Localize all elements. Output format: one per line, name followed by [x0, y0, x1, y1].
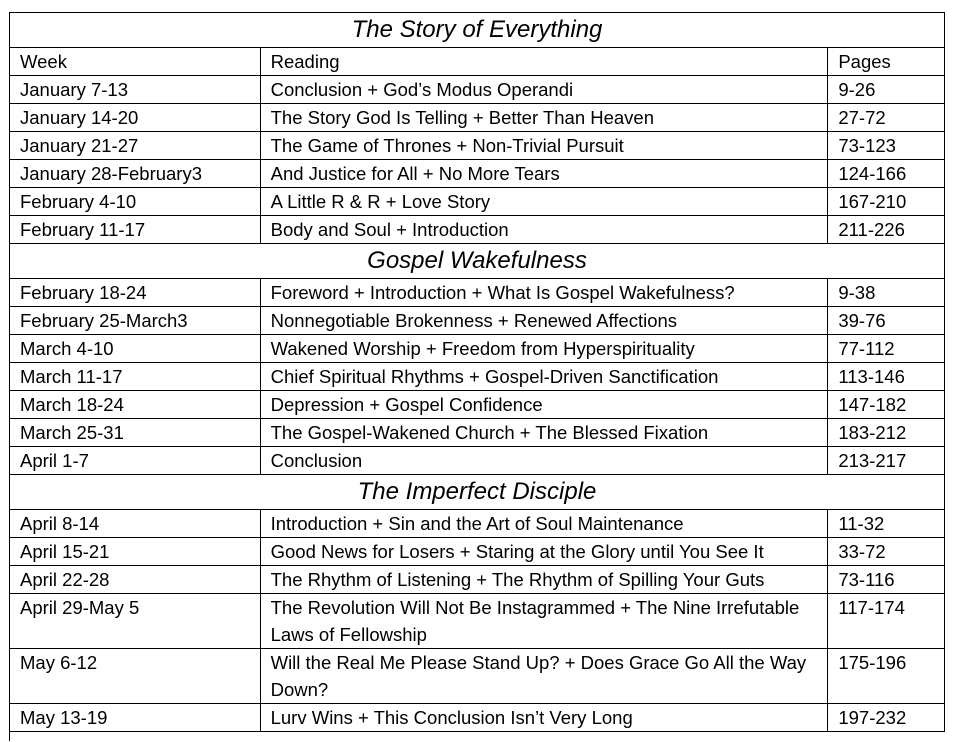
week-cell: May 13-19: [10, 704, 261, 732]
section-title-row: [10, 13, 945, 48]
week-cell: April 29-May 5: [10, 594, 261, 649]
reading-header: Reading: [260, 48, 828, 76]
pages-header: Pages: [828, 48, 945, 76]
section-title: The Imperfect Disciple: [10, 475, 945, 510]
reading-cell: The Story God Is Telling + Better Than Heaven: [260, 104, 828, 132]
pages-cell: 175-196: [828, 649, 945, 704]
week-cell: March 4-10: [10, 335, 261, 363]
reading-cell: Good News for Losers + Staring at the Glory until You See It: [260, 538, 828, 566]
section-title: The Story of Everything: [10, 13, 945, 48]
table-row: [10, 160, 945, 188]
table-row: [10, 279, 945, 307]
reading-cell: Conclusion + God’s Modus Operandi: [260, 76, 828, 104]
reading-cell: The Gospel-Wakened Church + The Blessed Fixation: [260, 419, 828, 447]
week-cell: February 18-24: [10, 279, 261, 307]
pages-cell: 9-38: [828, 279, 945, 307]
pages-cell: 39-76: [828, 307, 945, 335]
table-row: [10, 447, 945, 475]
pages-cell: 124-166: [828, 160, 945, 188]
table-row: [10, 704, 945, 732]
table-row: [10, 391, 945, 419]
week-cell: February 11-17: [10, 216, 261, 244]
week-cell: April 15-21: [10, 538, 261, 566]
reading-cell: Wakened Worship + Freedom from Hyperspirituality: [260, 335, 828, 363]
table-row: [10, 132, 945, 160]
pages-cell: 197-232: [828, 704, 945, 732]
table-row: [10, 538, 945, 566]
week-header: Week: [10, 48, 261, 76]
reading-cell: Introduction + Sin and the Art of Soul Maintenance: [260, 510, 828, 538]
week-cell: March 25-31: [10, 419, 261, 447]
week-cell: February 25-March3: [10, 307, 261, 335]
reading-cell: Nonnegotiable Brokenness + Renewed Affections: [260, 307, 828, 335]
pages-cell: 113-146: [828, 363, 945, 391]
table-row: [10, 649, 945, 704]
table-row: [10, 363, 945, 391]
table-row: [10, 566, 945, 594]
pages-cell: 211-226: [828, 216, 945, 244]
column-header-row: [10, 48, 945, 76]
pages-cell: 77-112: [828, 335, 945, 363]
section-title: Gospel Wakefulness: [10, 244, 945, 279]
pages-cell: 73-123: [828, 132, 945, 160]
week-cell: January 21-27: [10, 132, 261, 160]
week-cell: April 8-14: [10, 510, 261, 538]
table-row: [10, 188, 945, 216]
week-cell: April 22-28: [10, 566, 261, 594]
week-cell: January 7-13: [10, 76, 261, 104]
table-row: [10, 76, 945, 104]
reading-cell: A Little R & R + Love Story: [260, 188, 828, 216]
pages-cell: 73-116: [828, 566, 945, 594]
week-cell: March 11-17: [10, 363, 261, 391]
reading-cell: The Revolution Will Not Be Instagrammed + The Nine Irrefutable Laws of Fellowship: [260, 594, 828, 649]
table-row: [10, 335, 945, 363]
pages-cell: 147-182: [828, 391, 945, 419]
reading-cell: The Rhythm of Listening + The Rhythm of Spilling Your Guts: [260, 566, 828, 594]
reading-cell: Conclusion: [260, 447, 828, 475]
week-cell: February 4-10: [10, 188, 261, 216]
table-row: [10, 594, 945, 649]
reading-cell: And Justice for All + No More Tears: [260, 160, 828, 188]
week-cell: January 14-20: [10, 104, 261, 132]
pages-cell: 213-217: [828, 447, 945, 475]
reading-cell: Foreword + Introduction + What Is Gospel Wakefulness?: [260, 279, 828, 307]
reading-cell: Body and Soul + Introduction: [260, 216, 828, 244]
table-row: [10, 104, 945, 132]
table-row: [10, 419, 945, 447]
week-cell: March 18-24: [10, 391, 261, 419]
text-cursor-mark: [9, 727, 10, 741]
pages-cell: 27-72: [828, 104, 945, 132]
reading-cell: Chief Spiritual Rhythms + Gospel-Driven Sanctification: [260, 363, 828, 391]
reading-cell: Will the Real Me Please Stand Up? + Does Grace Go All the Way Down?: [260, 649, 828, 704]
reading-cell: Depression + Gospel Confidence: [260, 391, 828, 419]
section-title-row: [10, 475, 945, 510]
pages-cell: 167-210: [828, 188, 945, 216]
section-title-row: [10, 244, 945, 279]
week-cell: May 6-12: [10, 649, 261, 704]
pages-cell: 11-32: [828, 510, 945, 538]
reading-cell: Lurv Wins + This Conclusion Isn’t Very Long: [260, 704, 828, 732]
week-cell: January 28-February3: [10, 160, 261, 188]
pages-cell: 117-174: [828, 594, 945, 649]
reading-schedule-table: [9, 12, 945, 732]
table-row: [10, 216, 945, 244]
week-cell: April 1-7: [10, 447, 261, 475]
pages-cell: 33-72: [828, 538, 945, 566]
table-row: [10, 510, 945, 538]
pages-cell: 9-26: [828, 76, 945, 104]
reading-cell: The Game of Thrones + Non-Trivial Pursuit: [260, 132, 828, 160]
pages-cell: 183-212: [828, 419, 945, 447]
table-row: [10, 307, 945, 335]
